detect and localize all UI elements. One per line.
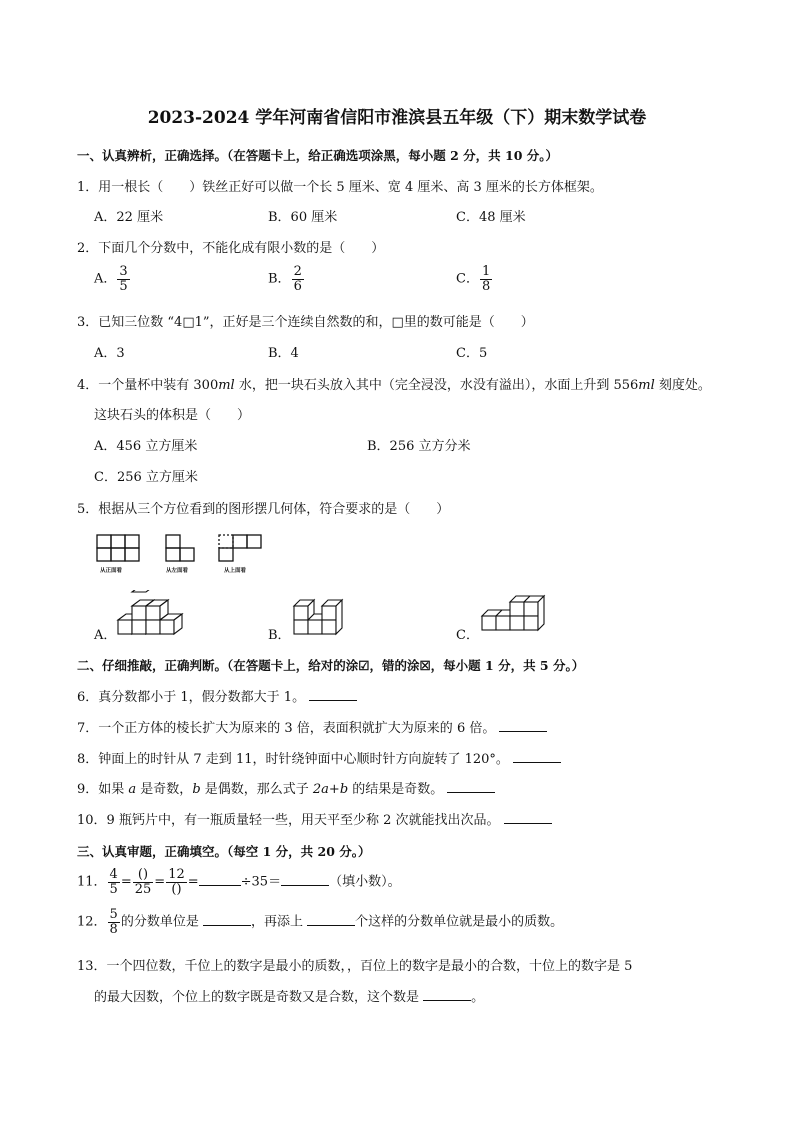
q4-text-3: 刻度处。 [654, 378, 711, 393]
q12-text-3: 个这样的分数单位就是最小的质数。 [355, 914, 564, 930]
question-2: 2．下面几个分数中，不能化成有限小数的是（ ） [77, 241, 385, 256]
q3-option-c[interactable]: C．5 [456, 346, 488, 361]
question-1: 1．用一根长（ ）铁丝正好可以做一个长 5 厘米、宽 4 厘米、高 3 厘米的长方体框架。 [77, 180, 603, 195]
q5-option-b-figure [290, 594, 354, 638]
q4-option-c[interactable]: C．256 立方厘米 [94, 470, 198, 485]
q12-denominator: 8 [109, 921, 118, 937]
q5-option-c[interactable]: C． [456, 628, 479, 643]
q9-answer-blank[interactable] [447, 780, 495, 793]
q11-equals-1: = [120, 874, 132, 890]
q4-unit-ml-1: ml [218, 378, 235, 393]
q11-fraction-1 [108, 868, 120, 896]
q11-fraction-3 [166, 868, 187, 896]
q8-text: 8．钟面上的时针从 7 走到 11，时针绕钟面中心顺时针方向旋转了 120°。 [77, 752, 509, 767]
q11-f3-numerator: 12 [168, 867, 185, 882]
q6-text: 6．真分数都小于 1，假分数都大于 1。 [77, 690, 306, 705]
top-view-label: 从上面看 [224, 568, 247, 574]
q9-var-b: b [192, 782, 201, 797]
q11-f2-denominator: 25 [134, 881, 152, 897]
q4-option-a[interactable]: A．456 立方厘米 [94, 439, 198, 454]
q6-answer-blank[interactable] [309, 688, 357, 701]
q2-b-denominator: 6 [293, 278, 302, 294]
q2-b-fraction [292, 265, 304, 293]
question-4 [77, 374, 711, 393]
q11-tail: （填小数）。 [329, 874, 401, 890]
q11-f2-numerator[interactable]: () [133, 868, 154, 883]
left-view-figure [165, 534, 197, 564]
q11-blank-1[interactable] [199, 873, 241, 886]
top-view-figure [218, 534, 264, 564]
q9-part-1: 9．如果 [77, 782, 129, 797]
front-view-figure [96, 534, 142, 564]
q1-option-b[interactable]: B．60 厘米 [268, 210, 338, 225]
question-9 [77, 778, 495, 797]
q7-answer-blank[interactable] [499, 719, 547, 732]
front-view-label: 从正面看 [100, 568, 123, 574]
q13-end: 。 [471, 990, 485, 1005]
question-13-line-2 [94, 986, 484, 1005]
q2-b-numerator: 2 [293, 264, 302, 279]
q2-a-numerator: 3 [119, 264, 128, 279]
q3-option-a[interactable]: A．3 [94, 346, 125, 361]
q11-number: 11． [77, 874, 107, 890]
q5-option-a[interactable]: A． [94, 628, 117, 643]
q11-f3-denominator[interactable]: () [171, 881, 182, 897]
q13-text: 的最大因数，个位上的数字既是奇数又是合数，这个数是 [94, 990, 424, 1005]
question-5: 5．根据从三个方位看到的图形摆几何体，符合要求的是（ ） [77, 502, 450, 517]
q13-answer-blank[interactable] [423, 988, 471, 1001]
section-3-heading: 三、认真审题，正确填空。（每空 1 分，共 20 分。） [77, 844, 371, 859]
question-12 [77, 908, 563, 936]
q9-part-2: 是奇数， [136, 782, 193, 797]
q12-fraction [108, 908, 120, 936]
q2-c-denominator: 8 [481, 278, 491, 294]
question-13-line-1: 13．一个四位数，千位上的数字是最小的质数，，百位上的数字是最小的合数，十位上的数字是 5 [77, 959, 633, 974]
q10-answer-blank[interactable] [504, 811, 552, 824]
q7-text: 7．一个正方体的棱长扩大为原来的 3 倍，表面积就扩大为原来的 6 倍。 [77, 721, 496, 736]
q2-c-fraction [480, 265, 492, 293]
section-1-heading: 一、认真辨析，正确选择。（在答题卡上，给正确选项涂黑，每小题 2 分，共 10 分。） [77, 148, 559, 163]
q2-c-prefix: C． [456, 271, 479, 287]
q9-part-3: 是偶数，那么式子 [200, 782, 313, 797]
q4-text-1: 4．一个量杯中装有 300 [77, 378, 219, 393]
question-10 [77, 809, 552, 828]
q2-a-denominator: 5 [119, 278, 128, 294]
question-3: 3．已知三位数 “4□1”，正好是三个连续自然数的和，□里的数可能是（ ） [77, 315, 534, 330]
q10-text: 10．9 瓶钙片中，有一瓶质量轻一些，用天平至少称 2 次就能找出次品。 [77, 813, 500, 828]
q9-expression: 2a+b [312, 782, 349, 797]
q12-number: 12． [77, 914, 107, 930]
section-2-heading: 二、仔细推敲，正确判断。（在答题卡上，给对的涂☑，错的涂☒，每小题 1 分，共 5 分。） [77, 658, 585, 673]
q2-a-fraction [117, 265, 129, 293]
q9-var-a: a [128, 782, 137, 797]
q5-option-a-figure [112, 590, 184, 638]
q12-text-2: ，再添上 [250, 914, 308, 930]
q4-unit-ml-2: ml [638, 378, 655, 393]
q5-option-b[interactable]: B． [268, 628, 291, 643]
q4-text-2: 水，把一块石头放入其中（完全浸没，水没有溢出），水面上升到 556 [234, 378, 639, 393]
q11-blank-2[interactable] [281, 873, 329, 886]
question-4-line-2: 这块石头的体积是（ ） [94, 408, 251, 423]
q9-part-4: 的结果是奇数。 [348, 782, 444, 797]
q4-option-b[interactable]: B．256 立方分米 [367, 439, 471, 454]
q1-option-c[interactable]: C．48 厘米 [456, 210, 526, 225]
q11-fraction-2 [133, 868, 154, 896]
left-view-label: 从左面看 [166, 568, 189, 574]
q5-three-views [94, 530, 274, 575]
q3-option-b[interactable]: B．4 [268, 346, 299, 361]
q1-option-a[interactable]: A．22 厘米 [94, 210, 164, 225]
q11-equals-2: = [154, 874, 166, 890]
q2-a-prefix: A． [94, 271, 117, 287]
q2-b-prefix: B． [268, 271, 291, 287]
q2-c-numerator: 1 [481, 264, 491, 279]
question-11 [77, 868, 401, 896]
q12-blank-2[interactable] [307, 913, 355, 926]
q11-f1-numerator: 4 [109, 867, 118, 882]
q5-option-c-figure [480, 592, 550, 636]
q11-division: ÷35＝ [240, 874, 282, 890]
q12-text-1: 的分数单位是 [120, 914, 203, 930]
question-8 [77, 748, 561, 767]
q12-numerator: 5 [109, 907, 118, 922]
q2-option-c[interactable] [456, 265, 493, 293]
question-6 [77, 686, 357, 705]
question-7 [77, 717, 547, 736]
q2-option-b[interactable] [268, 265, 305, 293]
page-title: 2023-2024 学年河南省信阳市淮滨县五年级（下）期末数学试卷 [147, 108, 647, 128]
q11-f1-denominator: 5 [109, 881, 118, 897]
q2-option-a[interactable] [94, 265, 131, 293]
q12-blank-1[interactable] [203, 913, 251, 926]
q11-equals-3: = [187, 874, 199, 890]
q8-answer-blank[interactable] [513, 750, 561, 763]
